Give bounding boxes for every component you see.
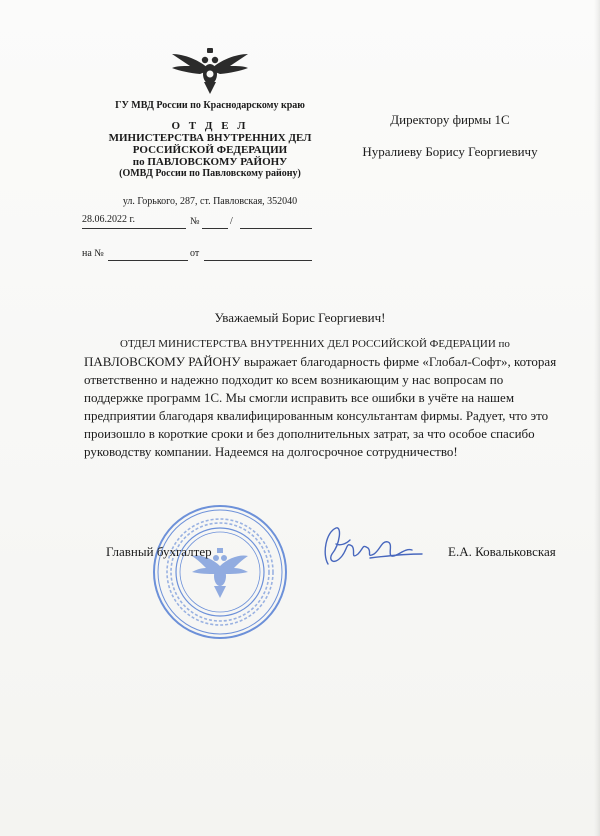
eagle-emblem-icon (170, 40, 250, 100)
handwritten-signature-icon (316, 518, 426, 578)
salutation: Уважаемый Борис Георгиевич! (214, 310, 386, 325)
underline (240, 228, 312, 229)
addressee-block (340, 104, 560, 168)
dept-line: по ПАВЛОВСКОМУ РАЙОНУ (132, 156, 288, 168)
official-stamp-icon (150, 502, 290, 642)
underline (202, 228, 228, 229)
slash-label: / (230, 216, 233, 227)
signatory-role: Главный бухгалтер (106, 544, 212, 559)
signatory-name: Е.А. Ковальковская (448, 544, 556, 559)
ref-from-label: от (190, 248, 200, 259)
underline (82, 228, 186, 229)
dept-line: РОССИЙСКОЙ ФЕДЕРАЦИИ (132, 144, 288, 156)
letter-lead: ОТДЕЛ МИНИСТЕРСТВА ВНУТРЕННИХ ДЕЛ РОССИЙСКОЙ ФЕДЕРАЦИИ по (120, 338, 510, 350)
underline (108, 260, 188, 261)
dept-line: О Т Д Е Л (171, 120, 249, 132)
underline (204, 260, 312, 261)
dept-line: МИНИСТЕРСТВА ВНУТРЕННИХ ДЕЛ (108, 132, 312, 144)
page-edge-shadow (594, 0, 600, 836)
addressee-title: Директору фирмы 1С (390, 112, 510, 127)
dept-address: ул. Горького, 287, ст. Павловская, 352040 (122, 196, 298, 207)
parent-organization: ГУ МВД России по Краснодарскому краю (115, 100, 305, 111)
department-header (70, 120, 350, 180)
addressee-name: Нуралиеву Борису Георгиевичу (362, 144, 538, 159)
ref-number-label: на № (82, 248, 104, 259)
number-label: № (190, 216, 200, 227)
letter-date: 28.06.2022 г. (82, 214, 135, 225)
letter-text: ПАВЛОВСКОМУ РАЙОНУ выражает благодарность фирме «Глобал-Софт», которая ответственно и надежно подходит ко всем возникающим у нас вопросам по поддержке программ 1С. Мы смогли исправить все ошибки в учёте на нашем предприятии благодаря квалифицированным консультантам фирмы. Радует, что это произошло в короткие сроки и без дополнительных затрат, за что особое спасибо руководству компании. Надеемся на долгосрочное сотрудничество! (84, 354, 557, 459)
dept-short-name: (ОМВД России по Павловскому району) (119, 168, 301, 179)
letter-body (84, 334, 560, 461)
reference-line (82, 246, 312, 264)
registration-line (82, 214, 312, 232)
